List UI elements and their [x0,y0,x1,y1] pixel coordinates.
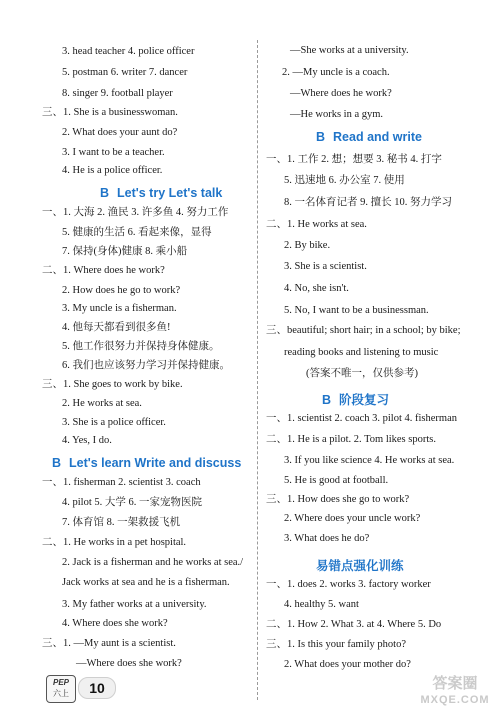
answer-line: 3. My father works at a university. [62,599,207,610]
answer-line: Jack works at sea and he is a fisherman. [62,577,230,588]
answer-line: 2. What does your aunt do? [62,127,178,138]
answer-line: —Where does she work? [76,658,182,669]
answer-line: 8. 一名体育记者 9. 擅长 10. 努力学习 [284,197,452,208]
answer-line: 4. Where does she work? [62,618,168,629]
answer-line: 二、1. He works at sea. [266,219,367,230]
answer-line: 4. He is a police officer. [62,165,163,176]
edition-label: PEP [52,678,69,687]
answer-line: 三、1. She goes to work by bike. [42,379,183,390]
grade-label: 六上 [53,689,69,698]
answer-line: 2. —My uncle is a coach. [282,67,390,78]
answer-line: 8. singer 9. football player [62,88,173,99]
answer-line: —Where does he work? [290,88,392,99]
answer-line: 一、1. 大海 2. 渔民 3. 许多鱼 4. 努力工作 [42,207,229,218]
answer-line: 5. postman 6. writer 7. dancer [62,67,188,78]
answer-line: 三、1. —My aunt is a scientist. [42,638,176,649]
answer-line: 3. She is a police officer. [62,417,166,428]
answer-line: 3. If you like science 4. He works at sea. [284,455,455,466]
answer-line: 2. How does he go to work? [62,285,181,296]
answer-line: 一、1. scientist 2. coach 3. pilot 4. fisherman [266,413,458,424]
answer-line: 5. 健康的生活 6. 看起来像，显得 [62,227,212,238]
answer-line: 3. She is a scientist. [284,261,367,272]
answer-line: 4. No, she isn't. [284,283,349,294]
answer-line: 2. Where does your uncle work? [284,513,421,524]
answer-line: 5. 他工作很努力并保持身体健康。 [62,341,220,352]
column-divider [257,40,258,700]
answer-line: 一、1. 工作 2. 想；想要 3. 秘书 4. 打字 [266,154,442,165]
answer-line: 一、1. fisherman 2. scientist 3. coach [42,477,201,488]
watermark-logo: 答案圈 MXQE.COM [420,675,490,706]
answer-line: 2. Jack is a fisherman and he works at sea./ [62,557,244,568]
answer-line: 三、1. She is a businesswoman. [42,107,178,118]
answer-line: 3. What does he do? [284,533,370,544]
answer-line: 3. My uncle is a fisherman. [62,303,177,314]
answer-line: 3. I want to be a teacher. [62,147,165,158]
answer-line: 4. 他每天都看到很多鱼! [62,322,171,333]
answer-line: 4. pilot 5. 大学 6. 一家宠物医院 [62,497,203,508]
answer-line: 二、1. He is a pilot. 2. Tom likes sports. [266,434,436,445]
answer-line: 3. head teacher 4. police officer [62,46,195,57]
answer-line: 6. 我们也应该努力学习并保持健康。 [62,360,230,371]
answer-line: 二、1. Where does he work? [42,265,165,276]
answer-line: 7. 体育馆 8. 一架救援飞机 [62,517,181,528]
answer-line: 三、1. How does she go to work? [266,494,410,505]
section-heading: B Read and write [316,130,422,144]
answer-line: 2. He works at sea. [62,398,142,409]
answer-line: 一、1. does 2. works 3. factory worker [266,579,431,590]
answer-line: 三、beautiful; short hair; in a school; by bike; [266,325,461,336]
answer-line: 2. By bike. [284,240,331,251]
answer-line: 4. healthy 5. want [284,599,359,610]
answer-line: 7. 保持(身体)健康 8. 乘小船 [62,246,188,257]
section-heading: B Let's learn Write and discuss [52,456,242,470]
answer-line: 二、1. He works in a pet hospital. [42,537,187,548]
answer-line: reading books and listening to music [284,347,439,358]
answer-line: 5. 迅速地 6. 办公室 7. 使用 [284,175,405,186]
section-heading: B Let's try Let's talk [100,186,223,200]
answer-line: —She works at a university. [290,45,409,56]
section-heading: B 阶段复习 [322,393,390,407]
answer-line: —He works in a gym. [290,109,384,120]
grade-tag [46,675,76,703]
page-number: 10 [78,677,116,699]
answer-line: 三、1. Is this your family photo? [266,639,406,650]
answer-line: 2. What does your mother do? [284,659,411,670]
answer-line: 5. No, I want to be a businessman. [284,305,429,316]
answer-line: 4. Yes, I do. [62,435,112,446]
answer-line: (答案不唯一，仅供参考) [306,368,418,379]
section-heading: 易错点强化训练 [316,559,404,573]
answer-line: 5. He is good at football. [284,475,389,486]
answer-line: 二、1. How 2. What 3. at 4. Where 5. Do [266,619,442,630]
